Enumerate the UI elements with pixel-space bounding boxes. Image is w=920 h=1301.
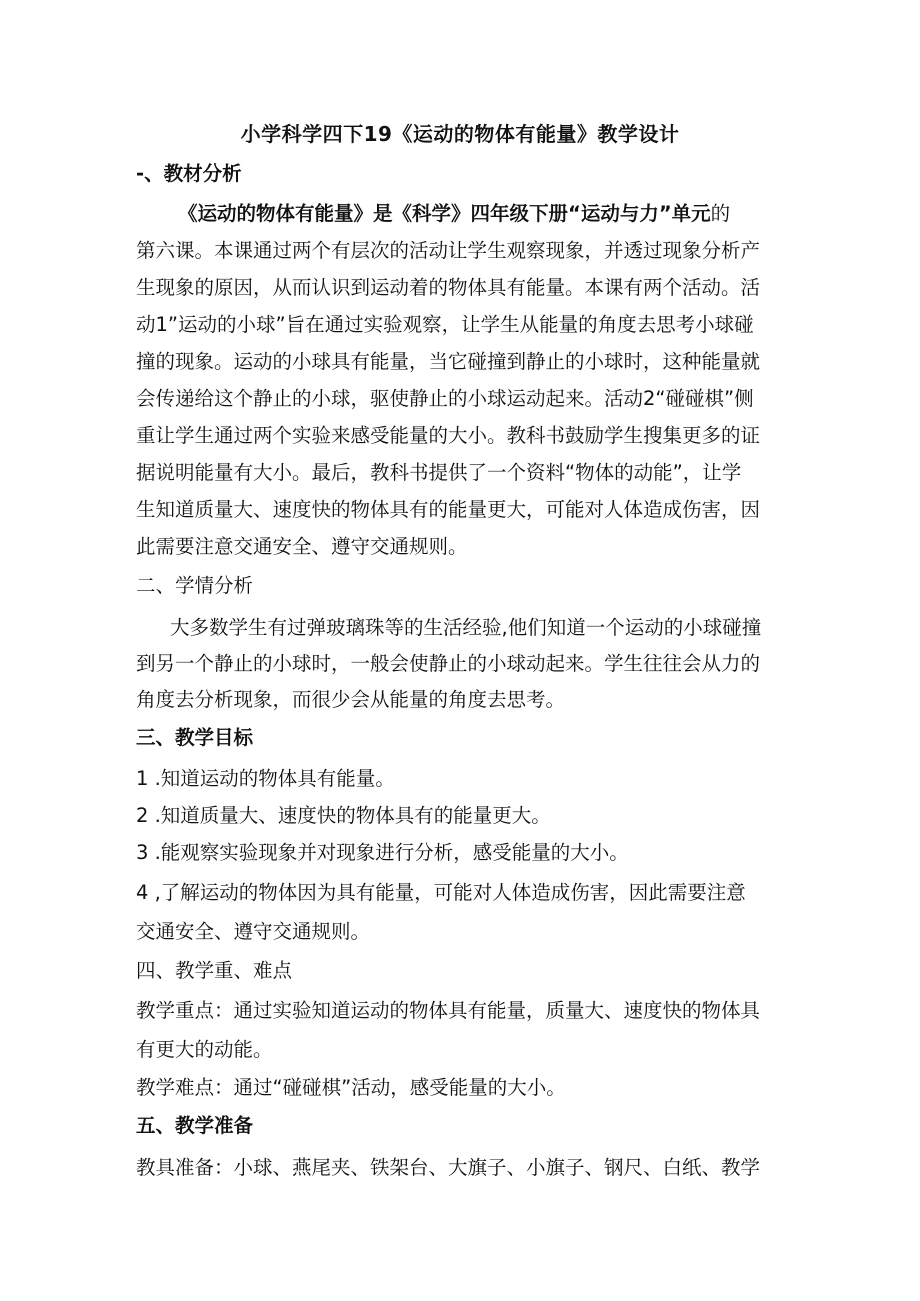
paragraph-line: 大多数学生有过弹玻璃珠等的生活经验,他们知道一个运动的小球碰撞: [170, 616, 762, 639]
document-title: 小学科学四下19《运动的物体有能量》教学设计: [240, 122, 680, 146]
keypoint-line: 教学重点：通过实验知道运动的物体具有能量，质量大、速度快的物体具: [136, 999, 761, 1022]
goal-item: 1 .知道运动的物体具有能量。: [136, 767, 395, 790]
goal-item: 3 .能观察实验现象并对现象进行分析，感受能量的大小。: [136, 841, 629, 864]
paragraph-line: 第六课。本课通过两个有层次的活动让学生观察现象，并透过现象分析产: [136, 239, 761, 262]
section-heading-keypoints: 四、教学重、难点: [136, 959, 293, 982]
paragraph-tail: 的: [710, 202, 731, 225]
paragraph-line: 到另一个静止的小球时，一般会使静止的小球动起来。学生往往会从力的: [136, 652, 761, 675]
section-heading-prep: 五、教学准备: [136, 1114, 254, 1137]
paragraph-line: [178, 200, 730, 228]
paragraph-line: 此需要注意交通安全、遵守交通规则。: [136, 535, 468, 558]
section-heading-goals: 三、教学目标: [136, 726, 254, 749]
paragraph-line: 生现象的原因，从而认识到运动着的物体具有能量。本课有两个活动。活: [136, 276, 761, 299]
paragraph-line: 生知道质量大、速度快的物体具有的能量更大，可能对人体造成伤害，因: [136, 498, 761, 521]
goal-item: 交通安全、遵守交通规则。: [136, 920, 371, 943]
paragraph-line: 动1”运动的小球”旨在通过实验观察，让学生从能量的角度去思考小球碰: [136, 313, 754, 336]
goal-item: 4 ,了解运动的物体因为具有能量，可能对人体造成伤害，因此需要注意: [136, 881, 746, 904]
keypoint-line: 教学难点：通过“碰碰棋”活动，感受能量的大小。: [136, 1076, 566, 1099]
paragraph-line: 角度去分析现象，而很少会从能量的角度去思考。: [136, 688, 566, 711]
keypoint-line: 有更大的动能。: [136, 1038, 273, 1061]
section-heading-analysis: -、教材分析: [136, 162, 242, 185]
paragraph-line: 会传递给这个静止的小球，驱使静止的小球运动起来。活动2“碰碰棋”侧: [136, 387, 754, 410]
section-heading-learners: 二、学情分析: [136, 574, 254, 597]
goal-item: 2 .知道质量大、速度快的物体具有的能量更大。: [136, 804, 551, 827]
paragraph-line: 重让学生通过两个实验来感受能量的大小。教科书鼓励学生搜集更多的证: [136, 424, 761, 447]
paragraph-line: 撞的现象。运动的小球具有能量，当它碰撞到静止的小球时，这种能量就: [136, 350, 761, 373]
paragraph-bold-lead: 《运动的物体有能量》是《科学》四年级下册“运动与力”单元: [178, 202, 711, 225]
prep-line: 教具准备：小球、燕尾夹、铁架台、大旗子、小旗子、钢尺、白纸、教学: [136, 1156, 761, 1179]
paragraph-line: 据说明能量有大小。最后，教科书提供了一个资料“物体的动能”，让学: [136, 461, 742, 484]
